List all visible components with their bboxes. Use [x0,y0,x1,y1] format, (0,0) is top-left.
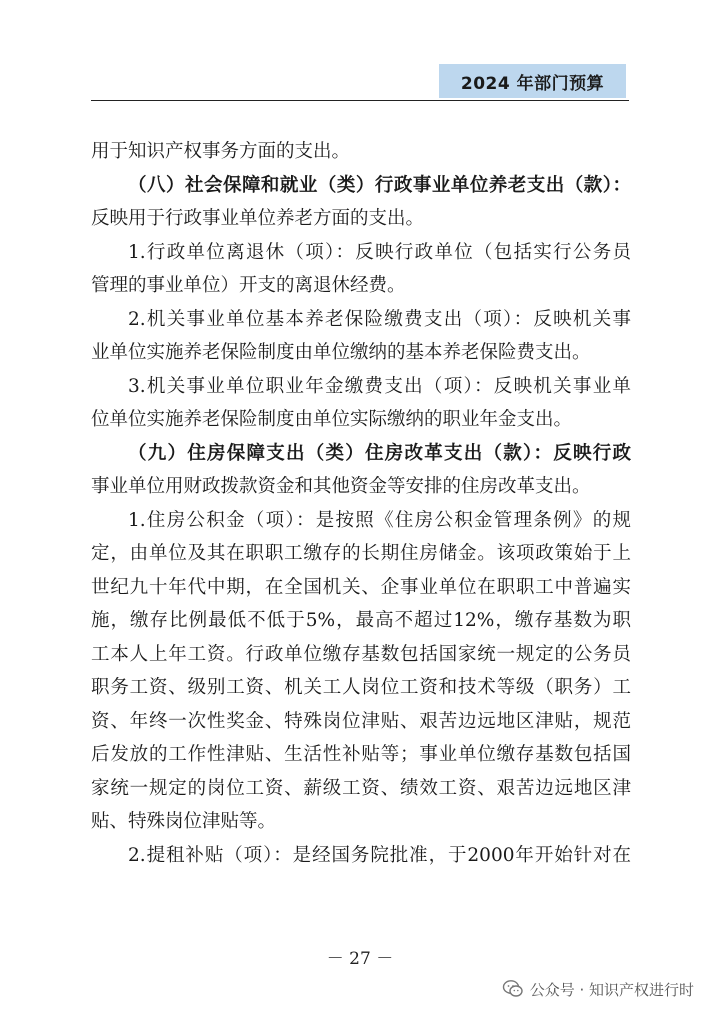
header-title: 2024 年部门预算 [460,73,605,94]
text-line: 家统一规定的岗位工资、薪级工资、绩效工资、艰苦边远地区津 [91,777,631,799]
text-line: 后发放的工作性津贴、生活性补贴等；事业单位缴存基数包括国 [91,744,631,765]
text-line: 职务工资、级别工资、机关工人岗位工资和技术等级（职务）工 [91,677,631,698]
text-line: 世纪九十年代中期，在全国机关、企事业单位在职职工中普遍实 [91,576,631,598]
item-heading: 1.住房公积金（项）：是按照《住房公积金管理条例》的规 [128,509,631,531]
document-header [439,64,626,98]
text-line: 用于知识产权事务方面的支出。 [91,141,351,162]
document-body [91,135,631,872]
text-line: 施，缴存比例最低不低于5%，最高不超过12%，缴存基数为职 [91,610,631,631]
text-line: 定，由单位及其在职职工缴存的长期住房储金。该项政策始于上 [91,543,631,564]
item-heading: 2.提租补贴（项）：是经国务院批准，于2000年开始针对在 [128,844,631,866]
watermark-text: 公众号 · 知识产权进行时 [529,980,694,999]
text-line: 贴、特殊岗位津贴等。 [91,811,277,832]
wechat-icon [502,978,524,1000]
text-line: 管理的事业单位）开支的离退休经费。 [91,275,406,296]
item-heading: 2.机关事业单位基本养老保险缴费支出（项）：反映机关事 [128,308,631,330]
text-line: 事业单位用财政拨款资金和其他资金等安排的住房改革支出。 [91,476,591,497]
text-line: 位单位实施养老保险制度由单位实际缴纳的职业年金支出。 [91,409,573,430]
watermark [502,978,694,1000]
text-line: 工本人上年工资。行政单位缴存基数包括国家统一规定的公务员 [91,643,631,665]
item-heading: 1.行政单位离退休（项）：反映行政单位（包括实行公务员 [128,241,631,263]
text-line: 业单位实施养老保险制度由单位缴纳的基本养老保险费支出。 [91,342,591,363]
section-heading-9: （九）住房保障支出（类）住房改革支出（款）：反映行政 [128,442,631,464]
text-line: 反映用于行政事业单位养老方面的支出。 [91,208,425,229]
page-number: － 27 － [326,949,394,969]
section-heading-8: （八）社会保障和就业（类）行政事业单位养老支出（款）： [128,174,631,196]
item-heading: 3.机关事业单位职业年金缴费支出（项）：反映机关事业单 [128,375,631,397]
header-divider [91,100,629,101]
text-line: 资、年终一次性奖金、特殊岗位津贴、艰苦边远地区津贴，规范 [91,710,631,732]
